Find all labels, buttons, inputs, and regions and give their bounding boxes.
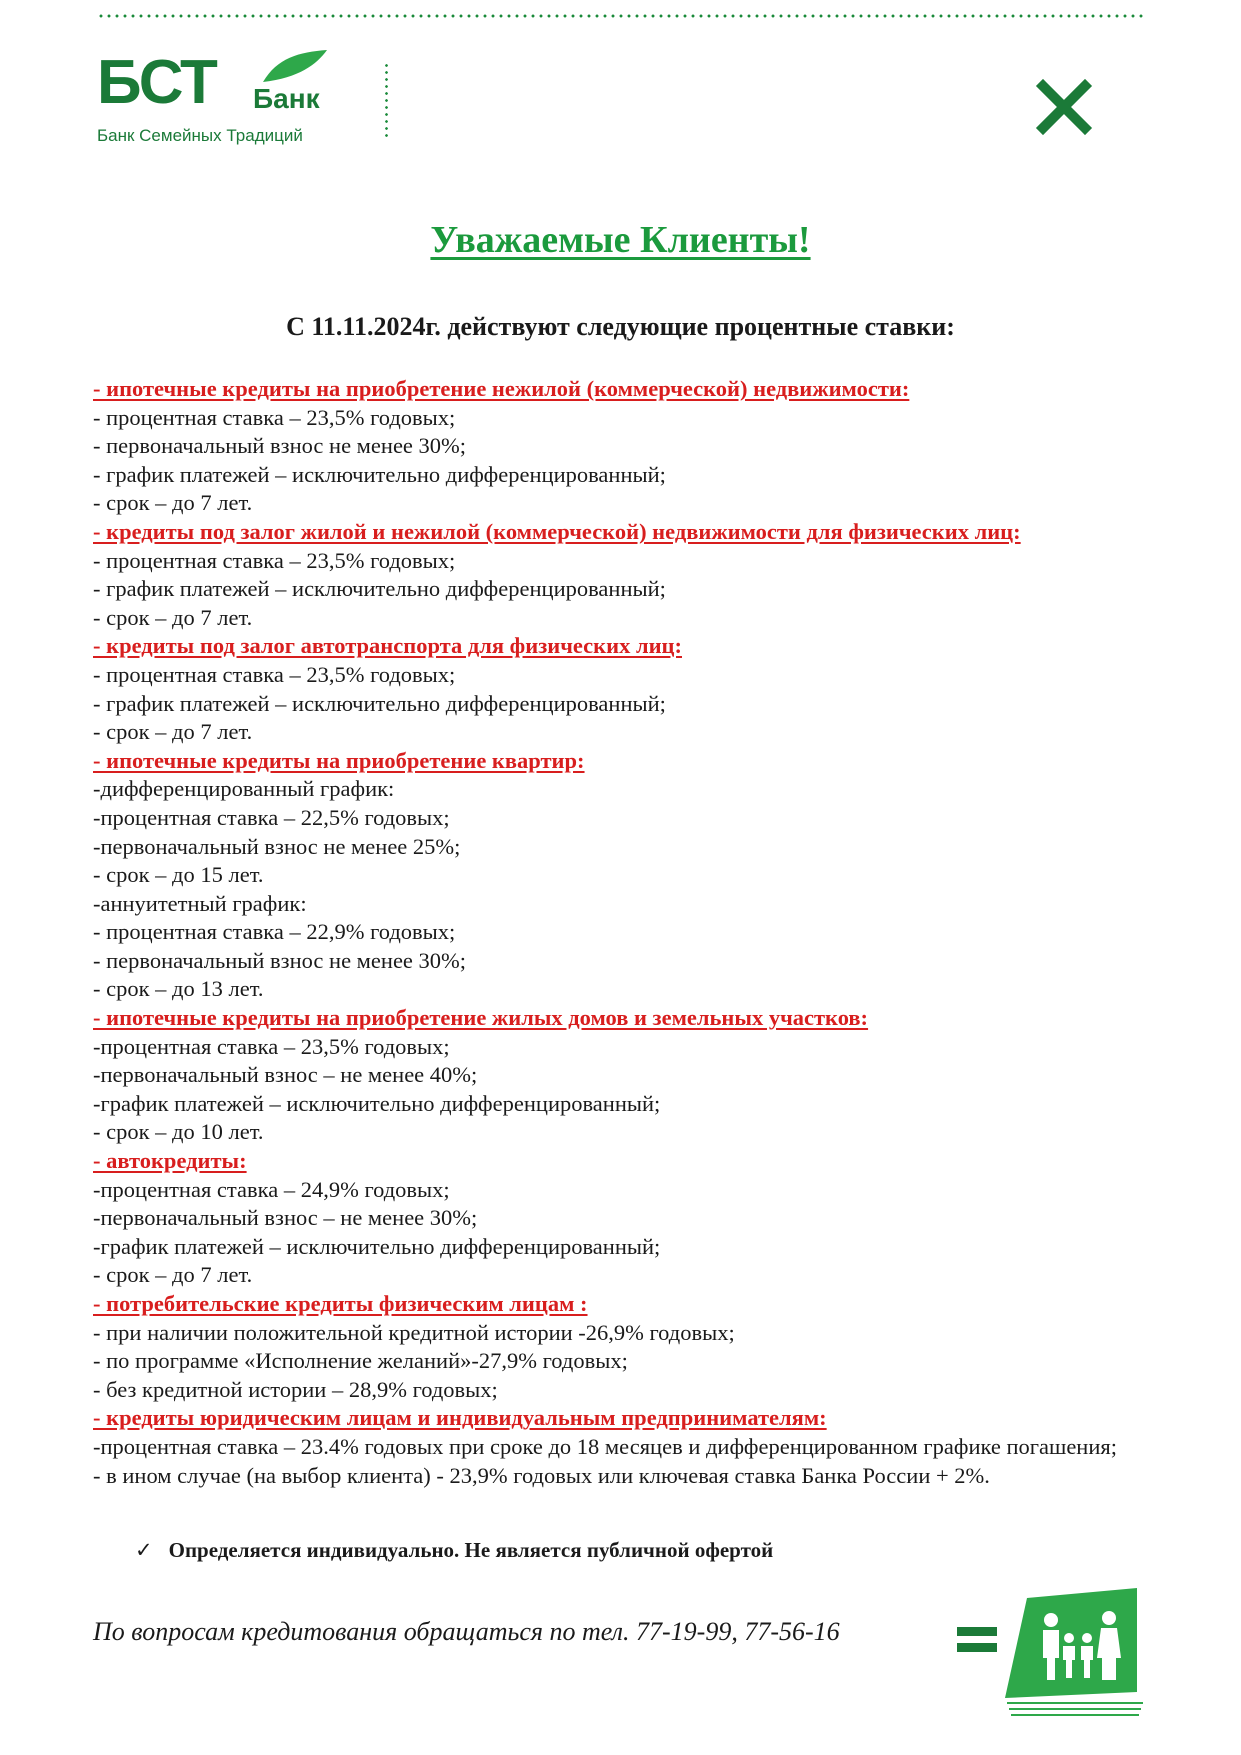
rate-item: - срок – до 10 лет. — [93, 1119, 264, 1145]
rate-item: -первоначальный взнос не менее 25%; — [93, 833, 461, 859]
bank-logo — [97, 48, 337, 152]
page-subtitle: С 11.11.2024г. действуют следующие процентные ставки: — [286, 312, 955, 341]
section-header: - кредиты под залог автотранспорта для физических лиц: — [93, 633, 682, 659]
rate-item: - срок – до 7 лет. — [93, 719, 253, 745]
rate-item: - процентная ставка – 23,5% годовых; — [93, 547, 456, 573]
rate-item: - срок – до 7 лет. — [93, 1262, 253, 1288]
section-header: - кредиты под залог жилой и нежилой (коммерческой) недвижимости для физических лиц: — [93, 518, 1021, 544]
close-icon[interactable] — [1035, 78, 1093, 136]
rate-item: - срок – до 15 лет. — [93, 862, 264, 888]
rate-item: - первоначальный взнос не менее 30%; — [93, 947, 467, 973]
section-header: - ипотечные кредиты на приобретение квартир: — [93, 747, 585, 773]
rate-item: - при наличии положительной кредитной истории -26,9% годовых; — [93, 1319, 735, 1345]
rate-item: - график платежей – исключительно дифференцированный; — [93, 690, 666, 716]
rate-item: - срок – до 7 лет. — [93, 604, 253, 630]
leaf-icon — [259, 50, 329, 84]
rate-item: - график платежей – исключительно дифференцированный; — [93, 461, 666, 487]
section-header: - ипотечные кредиты на приобретение жилых домов и земельных участков: — [93, 1005, 869, 1031]
rate-item: - процентная ставка – 23,5% годовых; — [93, 661, 456, 687]
logo-divider — [385, 62, 388, 140]
rate-item: - первоначальный взнос не менее 30%; — [93, 433, 467, 459]
top-dotted-border — [97, 14, 1147, 18]
section-header: - ипотечные кредиты на приобретение нежилой (коммерческой) недвижимости: — [93, 376, 910, 401]
rate-item: - график платежей – исключительно дифференцированный; — [93, 576, 666, 602]
logo-tagline: Банк Семейных Традиций — [97, 126, 303, 145]
rate-item: -график платежей – исключительно дифференцированный; — [93, 1233, 661, 1259]
rate-item: -первоначальный взнос – не менее 40%; — [93, 1062, 478, 1088]
rate-item: -процентная ставка – 22,5% годовых; — [93, 804, 450, 830]
contact-footer: По вопросам кредитования обращаться по тел. 77-19-99, 77-56-16 — [93, 1617, 840, 1646]
rate-item: - процентная ставка – 23,5% годовых; — [93, 404, 456, 430]
equals-icon — [957, 1625, 997, 1655]
rate-item: -график платежей – исключительно дифференцированный; — [93, 1090, 661, 1116]
rate-item: - в ином случае (на выбор клиента) - 23,9% годовых или ключевая ставка Банка России + 2%. — [93, 1462, 990, 1488]
logo-bank-word: Банк — [253, 83, 320, 114]
page-title: Уважаемые Клиенты! — [430, 219, 811, 261]
section-header: - автокредиты: — [93, 1148, 247, 1174]
section-header: - потребительские кредиты физическим лицам : — [93, 1291, 588, 1316]
rate-item: -процентная ставка – 23,5% годовых; — [93, 1033, 450, 1059]
rates-list — [93, 375, 1153, 1490]
rate-item: -дифференцированный график: — [93, 776, 395, 802]
disclaimer-note — [135, 1538, 773, 1563]
rate-item: -процентная ставка – 23.4% годовых при сроке до 18 месяцев и дифференцированном графике погашения; — [93, 1433, 1117, 1459]
disclaimer-text: Определяется индивидуально. Не является публичной офертой — [168, 1538, 774, 1562]
rate-item: -процентная ставка – 24,9% годовых; — [93, 1176, 450, 1202]
section-header: - кредиты юридическим лицам и индивидуальным предпринимателям: — [93, 1405, 827, 1431]
check-icon: ✓ — [135, 1538, 153, 1562]
rate-item: - срок – до 7 лет. — [93, 490, 253, 516]
rate-item: -аннуитетный график: — [93, 890, 307, 916]
rate-item: - срок – до 13 лет. — [93, 976, 264, 1002]
rate-item: -первоначальный взнос – не менее 30%; — [93, 1205, 478, 1231]
rate-item: - процентная ставка – 22,9% годовых; — [93, 919, 456, 945]
rate-item: - без кредитной истории – 28,9% годовых; — [93, 1376, 498, 1402]
rate-item: - по программе «Исполнение желаний»-27,9% годовых; — [93, 1348, 628, 1374]
logo-brand: БСТ — [97, 48, 216, 117]
family-icon — [1005, 1588, 1145, 1720]
